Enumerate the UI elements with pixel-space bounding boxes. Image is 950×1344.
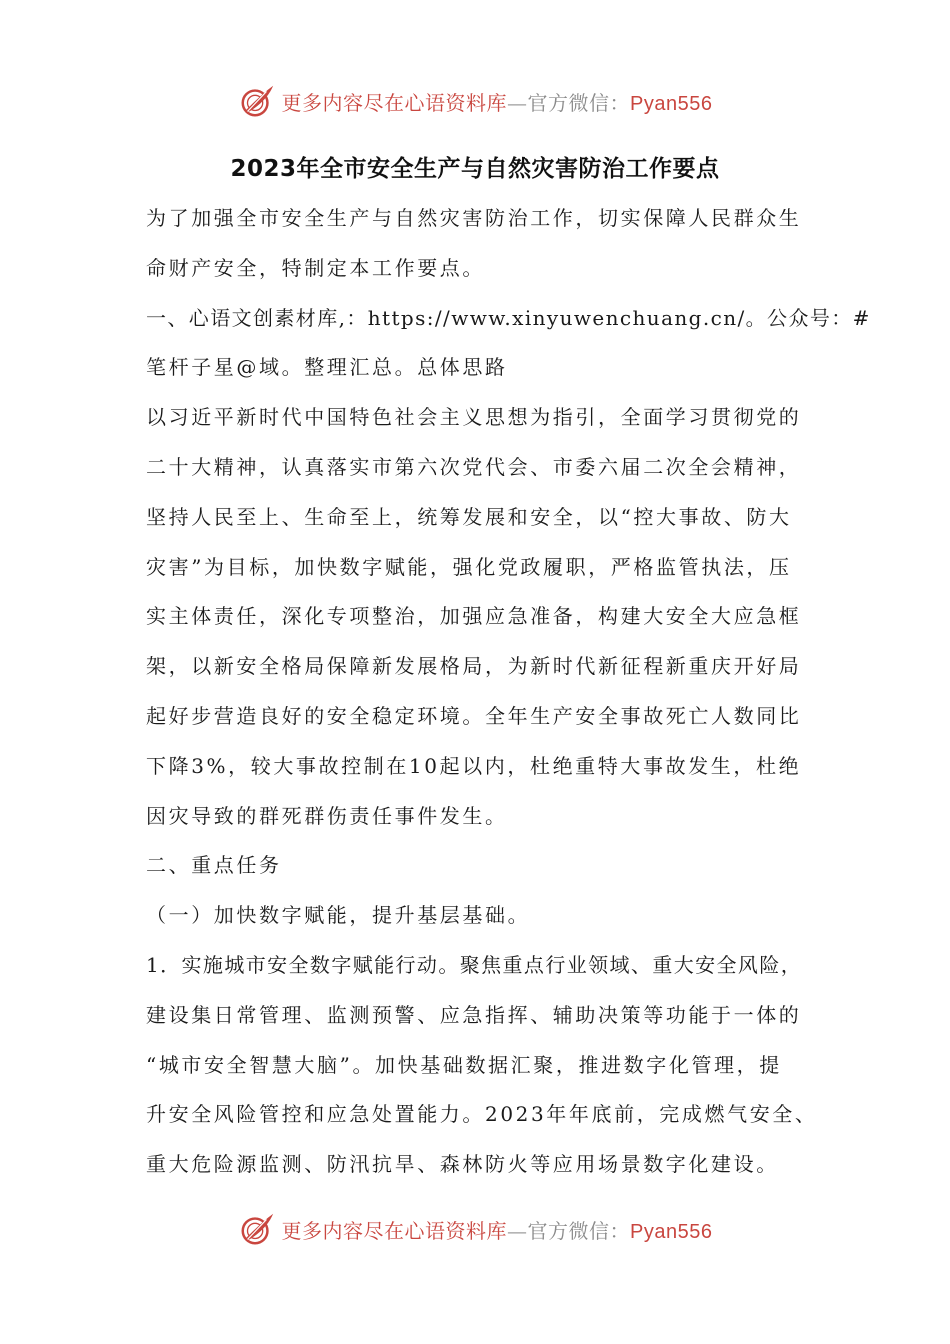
section-heading: 二、重点任务 — [146, 853, 282, 878]
watermark-text — [282, 87, 713, 116]
body-line: 灾害”为目标，加快数字赋能，强化党政履职，严格监管执法，压 — [146, 554, 792, 579]
watermark-wechat-id: Pyan556 — [630, 1220, 713, 1243]
watermark-header — [0, 82, 950, 120]
document-title: 2023年全市安全生产与自然灾害防治工作要点 — [230, 156, 720, 182]
watermark-label: 官方微信： — [527, 1218, 631, 1243]
body-line: 建设集日常管理、监测预警、应急指挥、辅助决策等功能于一体的 — [146, 1002, 802, 1027]
watermark-prefix: 更多内容尽在心语资料库 — [281, 90, 508, 115]
watermark-footer — [0, 1210, 950, 1248]
body-line: 因灾导致的群死群伤责任事件发生。 — [146, 803, 508, 828]
body-line: “城市安全智慧大脑”。加快基础数据汇聚，推进数字化管理，提 — [146, 1052, 782, 1077]
document-body — [146, 194, 871, 1190]
body-line: 坚持人民至上、生命至上，统筹发展和安全，以“控大事故、防大 — [146, 504, 792, 529]
body-line: 架，以新安全格局保障新发展格局，为新时代新征程新重庆开好局 — [146, 654, 802, 679]
body-line: 二十大精神，认真落实市第六次党代会、市委六届二次全会精神， — [146, 454, 802, 479]
watermark-label: 官方微信： — [527, 90, 631, 115]
body-line: 以习近平新时代中国特色社会主义思想为指引，全面学习贯彻党的 — [146, 405, 802, 430]
body-line: 下降3%，较大事故控制在10起以内，杜绝重特大事故发生，杜绝 — [146, 753, 802, 778]
watermark-wechat-id: Pyan556 — [630, 92, 713, 115]
body-line: 实主体责任，深化专项整治，加强应急准备，构建大安全大应急框 — [146, 604, 802, 629]
body-line: 起好步营造良好的安全稳定环境。全年生产安全事故死亡人数同比 — [146, 703, 802, 728]
body-line: 命财产安全，特制定本工作要点。 — [146, 255, 485, 280]
subsection-heading: （一）加快数字赋能，提升基层基础。 — [146, 903, 531, 928]
quill-logo-icon — [238, 1210, 276, 1248]
body-line: 为了加强全市安全生产与自然灾害防治工作，切实保障人民群众生 — [146, 206, 802, 230]
body-line: 1．实施城市安全数字赋能行动。聚焦重点行业领域、重大安全风险， — [146, 952, 803, 977]
watermark-separator: — — [507, 90, 528, 115]
watermark-prefix: 更多内容尽在心语资料库 — [281, 1218, 508, 1243]
body-line: 笔杆子星@域。整理汇总。总体思路 — [146, 355, 508, 380]
body-line-with-link: 一、心语文创素材库,：https://www.xinyuwenchuang.cn/。公众号：# — [146, 305, 871, 330]
watermark-text — [282, 1215, 713, 1244]
watermark-separator: — — [507, 1218, 528, 1243]
body-line: 重大危险源监测、防汛抗旱、森林防火等应用场景数字化建设。 — [146, 1152, 779, 1177]
quill-logo-icon — [238, 82, 276, 120]
body-line: 升安全风险管控和应急处置能力。2023年年底前，完成燃气安全、 — [146, 1102, 818, 1127]
